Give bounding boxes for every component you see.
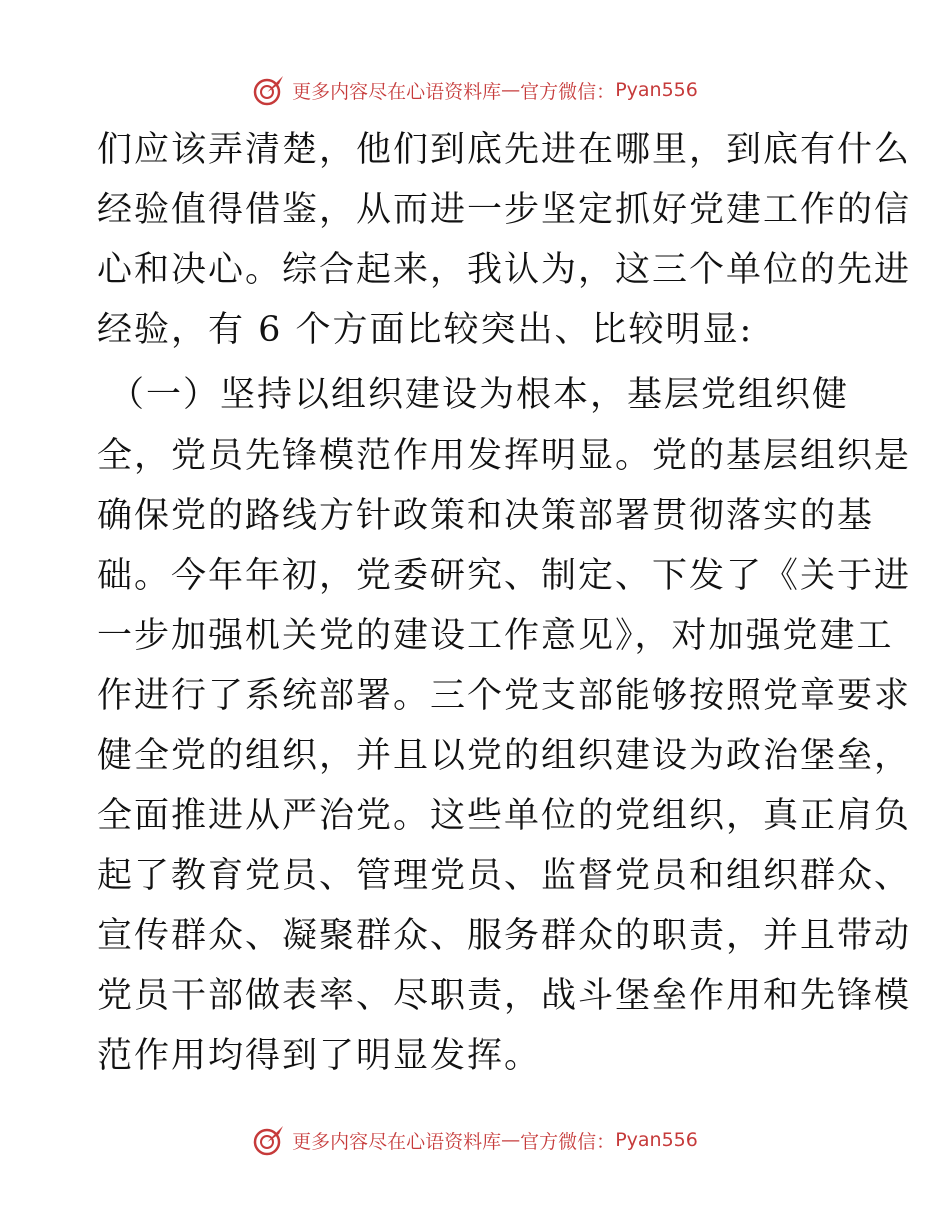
header-watermark [0,70,950,110]
text-line: 健全党的组织，并且以党的组织建设为政治堡垒， [97,736,912,776]
text-line: 们应该弄清楚，他们到底先进在哪里，到底有什么 [97,130,912,170]
text-line: 一步加强机关党的建设工作意见》，对加强党建工 [97,616,894,656]
text-line: 全，党员先锋模范作用发挥明显。党的基层组织是 [97,436,912,476]
watermark-wechat-label: 官方微信： [520,1130,616,1153]
quill-logo-icon [252,1123,286,1157]
text-line: 起了教育党员、管理党员、监督党员和组织群众、 [97,856,912,896]
text-line: 范作用均得到了明显发挥。 [97,1036,542,1076]
text-line: 作进行了系统部署。三个党支部能够按照党章要求 [97,676,912,716]
watermark-brand-text: 更多内容尽在心语资料库 [292,1130,502,1153]
quill-logo-icon [252,73,286,107]
text-line: 心和决心。综合起来，我认为，这三个单位的先进 [97,250,912,290]
text-line: 宣传群众、凝聚群众、服务群众的职责，并且带动 [97,916,912,956]
watermark-wechat-label: 官方微信： [520,80,616,103]
watermark-separator: — [501,1129,521,1151]
watermark-handle: Pyan556 [615,79,698,101]
text-line: 础。今年年初，党委研究、制定、下发了《关于进 [97,556,912,596]
watermark-handle: Pyan556 [615,1129,698,1151]
watermark-brand-text: 更多内容尽在心语资料库 [292,80,502,103]
text-line: 经验，有 6 个方面比较突出、比较明显: [97,310,754,350]
text-line: 确保党的路线方针政策和决策部署贯彻落实的基 [97,496,875,536]
text-line: 党员干部做表率、尽职责，战斗堡垒作用和先锋模 [97,976,912,1016]
footer-watermark [0,1120,950,1160]
text-line: 全面推进从严治党。这些单位的党组织，真正肩负 [97,796,912,836]
text-line: 经验值得借鉴，从而进一步坚定抓好党建工作的信 [97,190,912,230]
watermark-separator: — [501,79,521,101]
section-heading-line: （一）坚持以组织建设为根本，基层党组织健 [109,375,850,415]
